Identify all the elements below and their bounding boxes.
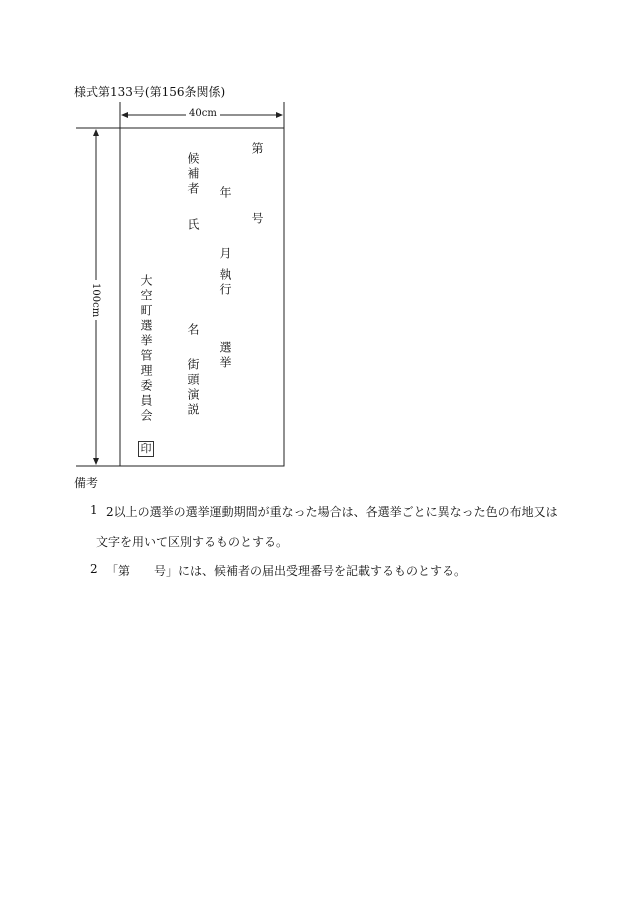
height-label: 100cm [90,280,101,320]
height-arrow-top [93,129,99,136]
height-arrow-bottom [93,458,99,465]
committee-name: 大空町選挙管理委員会 [139,274,153,424]
month-label: 月 [218,247,232,259]
note-1-line2: 文字を用いて区別するものとする。 [96,535,289,549]
width-arrow-right [276,112,283,118]
candidate-label: 候補者 [186,152,200,197]
note-2-number: 2 [90,562,98,576]
election-label: 選挙 [218,341,232,371]
width-label: 40cm [186,108,220,119]
note-1-line1: 2以上の選挙の選挙運動期間が重なった場合は、各選挙ごとに異なった色の布地又は [106,505,558,519]
notes-heading: 備考 [74,476,99,490]
note-2-line1: 「第 号」には、候補者の届出受理番号を記載するものとする。 [106,564,467,578]
street-speech-label: 街頭演説 [186,358,200,418]
year-label: 年 [218,186,232,198]
seal-mark: 印 [138,441,154,457]
held-label: 執行 [218,268,232,298]
note-1-number: 1 [90,503,98,517]
given-name-label: 名 [186,323,200,335]
number-suffix: 号 [250,212,264,224]
form-title: 様式第133号(第156条関係) [74,85,226,99]
surname-label: 氏 [186,218,200,230]
width-arrow-left [121,112,128,118]
number-prefix: 第 [250,142,264,154]
